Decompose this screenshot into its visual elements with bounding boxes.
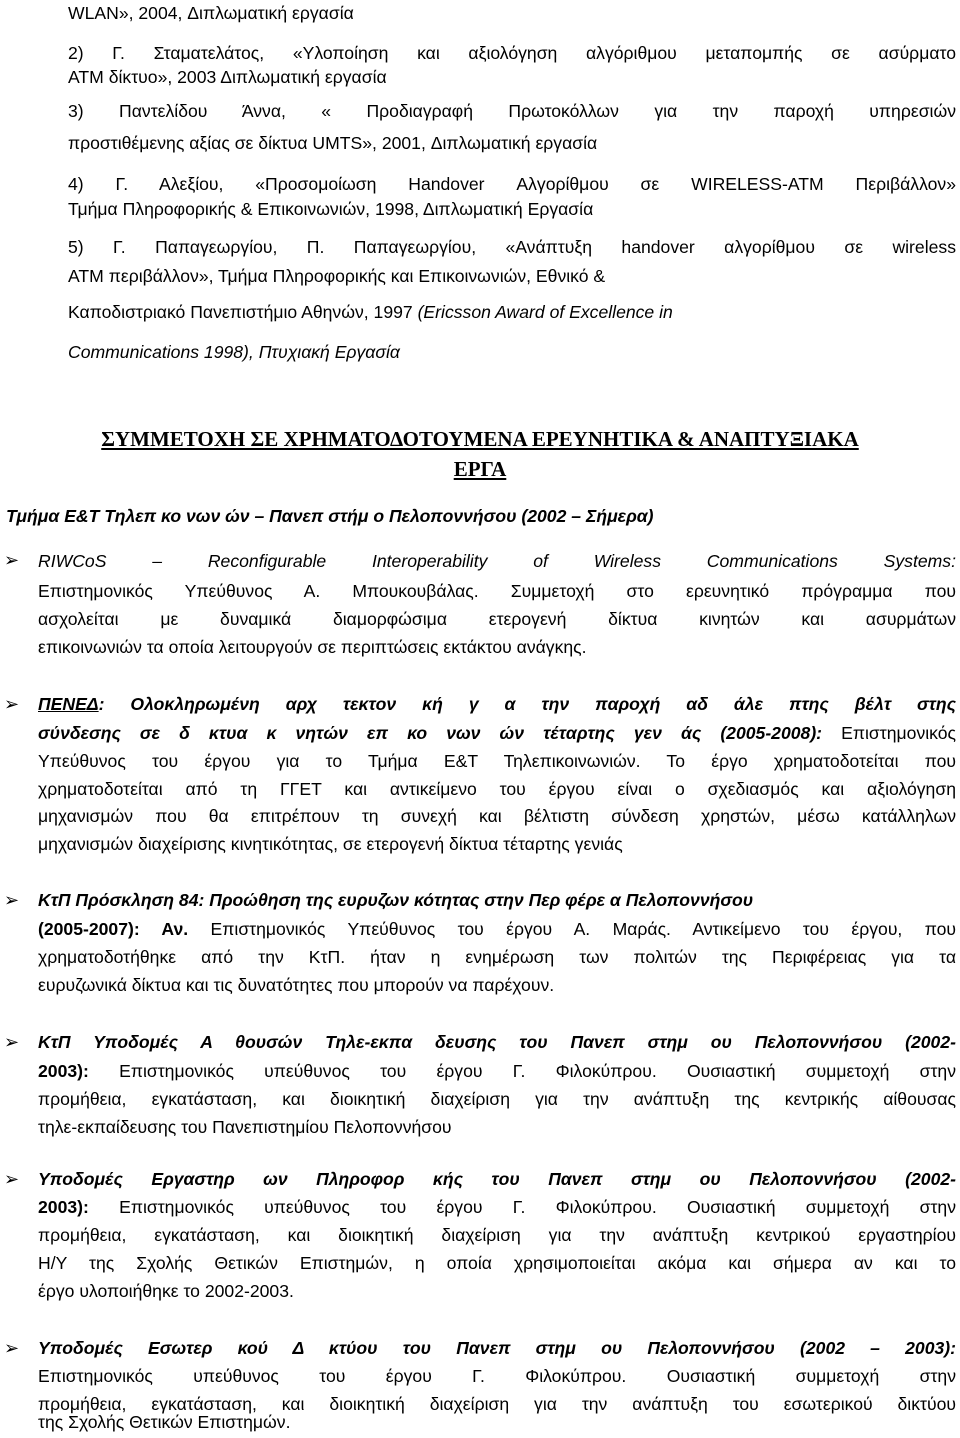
project-title-cont: σύνδεσης σε δ κτυα κ νητών επ κο νων ών τέταρτης γεν άς (2005-2008): [38,723,823,743]
section-heading-line-1: ΣΥΜΜΕΤΟΧΗ ΣΕ ΧΡΗΜΑΤΟΔΟΤΟΥΜΕΝΑ ΕΡΕΥΝΗΤΙΚΑ & ΑΝΑΠΤΥΞΙΑΚΑ [101,427,859,451]
project-text: Επιστημονικός Υπεύθυνος του έργου Α. Μαράς. Αντικείμενο του έργου, που [188,919,956,939]
project-line: έργο υλοποιήθηκε το 2002-2003. [38,1281,294,1301]
project-line: προμήθεια, εγκατάσταση, και διοικητική διαχείριση για την ανάπτυξη του εσωτερικού δικτύου [38,1394,956,1414]
project-title: RIWCoS – Reconfigurable Interoperability of Wireless Communications Systems: [38,551,956,571]
bullet-arrow-icon: ➢ [4,1169,20,1189]
ref-2-line-2: ΑΤΜ δίκτυο», 2003 Διπλωματική εργασία [68,67,387,87]
ref-5-text: Καποδιστριακό Πανεπιστήμιο Αθηνών, 1997 [68,302,418,322]
project-line: Επιστημονικός υπεύθυνος του έργου Γ. Φιλοκύπρου. Ουσιαστική συμμετοχή στην [38,1366,956,1386]
ref-5-line-4: Communications 1998), Πτυχιακή Εργασία [68,342,400,362]
ref-5-line-2: ΑΤΜ περιβάλλον», Τμήμα Πληροφορικής και Επικοινωνιών, Εθνικό & [68,266,606,286]
ref-5-award: (Ericsson Award of Excellence in [417,302,673,322]
project-title-cont: 2003): [38,1197,89,1217]
project-line: μηχανισμών διαχείρισης κινητικότητας, σε ετερογενή δίκτυα τέταρτης γενιάς [38,834,623,854]
project-text: Συμμετοχή στο ερευνητικό πρόγραμμα που [478,581,956,601]
section-heading-line-2: ΕΡΓΑ [453,457,507,481]
project-line: χρηματοδοτείται από τη ΓΓΕΤ και αντικείμενο του έργου είναι ο σχεδιασμός και αξιολόγηση [38,779,956,799]
bullet-arrow-icon: ➢ [4,1338,20,1358]
ref-4-line-2: Τμήμα Πληροφορικής & Επικοινωνιών, 1998, Διπλωματική Εργασία [68,199,594,219]
bullet-arrow-icon: ➢ [4,694,20,714]
project-title: ΚτΠ Υποδομές Α θουσών Τηλε-εκπα δευσης του Πανεπ στημ ου Πελοποννήσου (2002- [38,1032,956,1052]
project-line: μηχανισμών που θα επιτρέπουν τη συνεχή και βέλτιστη σύνδεση χρηστών, μέσω κατάλληλων [38,806,956,826]
project-line: προμήθεια, εγκατάσταση, και διοικητική διαχείριση για την ανάπτυξη κεντρικού εργαστηρίου [38,1225,956,1245]
ref-5-line-1: 5) Γ. Παπαγεωργίου, Π. Παπαγεωργίου, «Ανάπτυξη handover αλγορίθμου σε wireless [68,237,956,257]
bullet-arrow-icon: ➢ [4,1032,20,1052]
project-text: Επιστημονικός υπεύθυνος του έργου Γ. Φιλοκύπρου. Ουσιαστική συμμετοχή στην [88,1197,956,1217]
ref-3-line-2: προστιθέμενης αξίας σε δίκτυα UMTS», 2001, Διπλωματική εργασία [68,133,598,153]
project-title-text: : Ολοκληρωμένη αρχ τεκτον κή γ α την παροχή αδ άλε πτης βέλτ στης [98,694,956,714]
project-line: τηλε-εκπαίδευσης του Πανεπιστημίου Πελοποννήσου [38,1117,452,1137]
bullet-arrow-icon: ➢ [4,890,20,910]
project-title: ΚτΠ Πρόσκληση 84: Προώθηση της ευρυζων κότητας στην Περ φέρε α Πελοποννήσου [38,890,754,910]
ref-5-line-3 [68,301,673,323]
project-line: χρηματοδοτήθηκε από την ΚτΠ. ήταν η ενημέρωση των πολιτών της Περιφέρειας για τα [38,947,956,967]
department-title: Τμήμα Ε&Τ Τηλεπ κο νων ών – Πανεπ στήμ ο Πελοποννήσου (2002 – Σήμερα) [6,506,654,526]
project-title-cont: 2003): [38,1061,89,1081]
project-title-cont: (2005-2007): Αν. [38,919,189,939]
ref-3-line-1: 3) Παντελίδου Άννα, « Προδιαγραφή Πρωτοκόλλων για την παροχή υπηρεσιών [68,101,956,121]
project-line: Υπεύθυνος του έργου για το Τμήμα Ε&Τ Τηλεπικοινωνιών. Το έργο χρηματοδοτείται που [38,751,956,771]
project-line: προμήθεια, εγκατάσταση, και διοικητική διαχείριση για την ανάπτυξη της κεντρικής αίθουσας [38,1089,956,1109]
bullet-arrow-icon: ➢ [4,550,20,570]
project-line: της Σχολής Θετικών Επιστημών. [38,1412,291,1432]
project-title: Υποδομές Εσωτερ κού Δ κτύου του Πανεπ στημ ου Πελοποννήσου (2002 – 2003): [38,1338,956,1358]
project-acronym: ΠΕΝΕΔ [38,694,99,714]
project-line: ευρυζωνικά δίκτυα και τις δυνατότητες που μπορούν να παρέχουν. [38,975,555,995]
project-text: Επιστημονικός [822,723,956,743]
ref-2-line-1: 2) Γ. Σταματελάτος, «Υλοποίηση και αξιολόγηση αλγόριθμου μεταπομπής σε ασύρματο [68,43,956,63]
project-title: Υποδομές Εργαστηρ ων Πληροφορ κής του Πανεπ στημ ου Πελοποννήσου (2002- [38,1169,956,1189]
project-line: Η/Υ της Σχολής Θετικών Επιστημών, η οποία χρησιμοποιείται ακόμα και σήμερα αν και το [38,1253,956,1273]
project-title [38,688,956,720]
ref-1-line: WLAN», 2004, Διπλωματική εργασία [68,3,354,23]
ref-4-line-1: 4) Γ. Αλεξίου, «Προσομοίωση Handover Αλγορίθμου σε WIRELESS-ATM Περιβάλλον» [68,174,956,194]
project-line: επικοινωνιών τα οποία λειτουργούν σε περιπτώσεις εκτάκτου ανάγκης. [38,637,587,657]
project-text: Επιστημονικός υπεύθυνος του έργου Γ. Φιλοκύπρου. Ουσιαστική συμμετοχή στην [88,1061,956,1081]
project-line: ασχολείται με δυναμικά διαμορφώσιμα ετερογενή δίκτυα κινητών και ασυρμάτων [38,609,956,629]
project-lead: Επιστημονικός Υπεύθυνος Α. Μπουκουβάλας. [38,581,479,601]
